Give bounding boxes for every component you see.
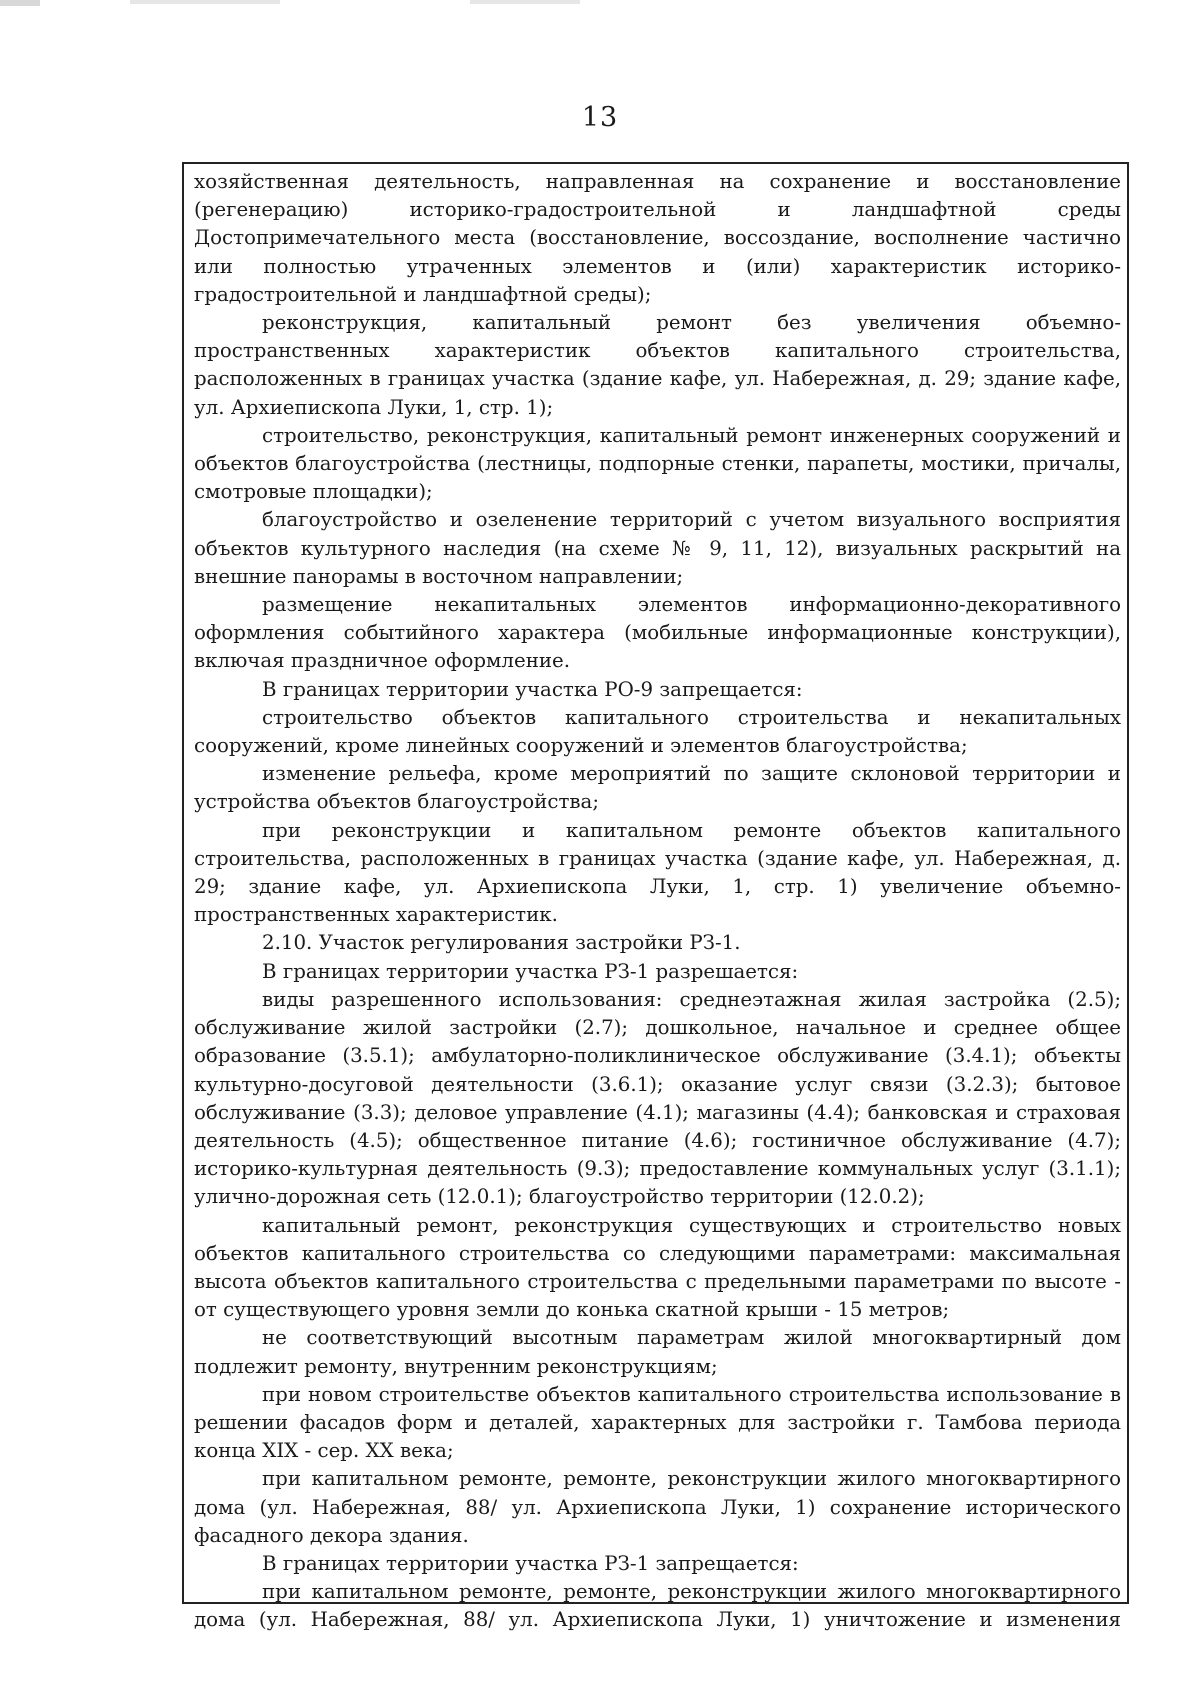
paragraph: виды разрешенного использования: среднеэтажная жилая застройка (2.5); обслуживание жилой застройки (2.7); дошкольное, начальное и среднее общее образование (3.5.1); амбулаторно-поликлиническое обслуживание (3.4.1); объекты культурно-досуговой деятельности (3.6.1); оказание услуг связи (3.2.3); бытовое обслуживание (3.3); деловое управление (4.1); магазины (4.4); банковская и страховая деятельность (4.5); общественное питание (4.6); гостиничное обслуживание (4.7); историко-культурная деятельность (9.3); предоставление коммунальных услуг (3.1.1); улично-дорожная сеть (12.0.1); благоустройство территории (12.0.2);: [194, 987, 1121, 1209]
paragraph: В границах территории участка РО-9 запрещается:: [262, 677, 803, 701]
paragraph: размещение некапитальных элементов информационно-декоративного оформления событийного характера (мобильные информационные конструкции), включая праздничное оформление.: [194, 593, 1121, 673]
paragraph: благоустройство и озеленение территорий с учетом визуального восприятия объектов культурного наследия (на схеме № 9, 11, 12), визуальных раскрытий на внешние панорамы в восточном направлении;: [194, 508, 1121, 588]
paragraph: строительство, реконструкция, капитальный ремонт инженерных сооружений и объектов благоустройства (лестницы, подпорные стенки, парапеты, мостики, причалы, смотровые площадки);: [194, 423, 1121, 504]
page-number: 13: [581, 102, 619, 133]
paragraph: В границах территории участка РЗ-1 запрещается:: [262, 1551, 799, 1575]
paragraph: капитальный ремонт, реконструкция существующих и строительство новых объектов капитального строительства со следующими параметрами: максимальная высота объектов капитального строительства с предельными параметрами по высоте - от существующего уровня земли до конька скатной крыши - 15 метров;: [194, 1213, 1121, 1322]
paragraph: изменение рельефа, кроме мероприятий по защите склоновой территории и устройства объектов благоустройства;: [194, 762, 1121, 814]
paragraph: строительство объектов капитального строительства и некапитальных сооружений, кроме линейных сооружений и элементов благоустройства;: [194, 705, 1121, 758]
paragraph: не соответствующий высотным параметрам жилой многоквартирный дом подлежит ремонту, внутренним реконструкциям;: [194, 1326, 1121, 1378]
paragraph: реконструкция, капитальный ремонт без увеличения объемно-пространственных характеристик объектов капитального строительства, расположенных в границах участка (здание кафе, ул. Набережная, д. 29; здание кафе, ул. Архиепископа Луки, 1, стр. 1);: [194, 311, 1121, 419]
document-frame: [182, 162, 1129, 1632]
paragraph: В границах территории участка РЗ-1 разрешается:: [262, 959, 799, 983]
scan-artifact: [0, 0, 40, 6]
scan-artifact: [130, 0, 280, 4]
paragraph: при капитальном ремонте, ремонте, реконструкции жилого многоквартирного дома (ул. Набережная, 88/ ул. Архиепископа Луки, 1) уничтожение и изменения: [194, 1580, 1121, 1632]
scan-artifact: [470, 0, 580, 4]
paragraph: при реконструкции и капитальном ремонте объектов капитального строительства, расположенных в границах участка (здание кафе, ул. Набережная, д. 29; здание кафе, ул. Архиепископа Луки, 1, стр. 1) увеличение объемно-пространственных характеристик.: [194, 818, 1121, 927]
paragraph: при новом строительстве объектов капитального строительства использование в решении фасадов форм и деталей, характерных для застройки г. Тамбова периода конца XIX - сер. XX века;: [194, 1382, 1121, 1463]
section-heading: 2.10. Участок регулирования застройки РЗ-1.: [262, 931, 741, 955]
paragraph: хозяйственная деятельность, направленная на сохранение и восстановление (регенерацию) историко-градостроительной и ландшафтной среды Достопримечательного места (восстановление, воссоздание, восполнение частично или полностью утраченных элементов и (или) характеристик историко-градостроительной и ландшафтной среды);: [194, 170, 1121, 306]
paragraph: при капитальном ремонте, ремонте, реконструкции жилого многоквартирного дома (ул. Набережная, 88/ ул. Архиепископа Луки, 1) сохранение исторического фасадного декора здания.: [194, 1467, 1121, 1547]
frame-bottom-rule: [182, 1602, 1129, 1604]
